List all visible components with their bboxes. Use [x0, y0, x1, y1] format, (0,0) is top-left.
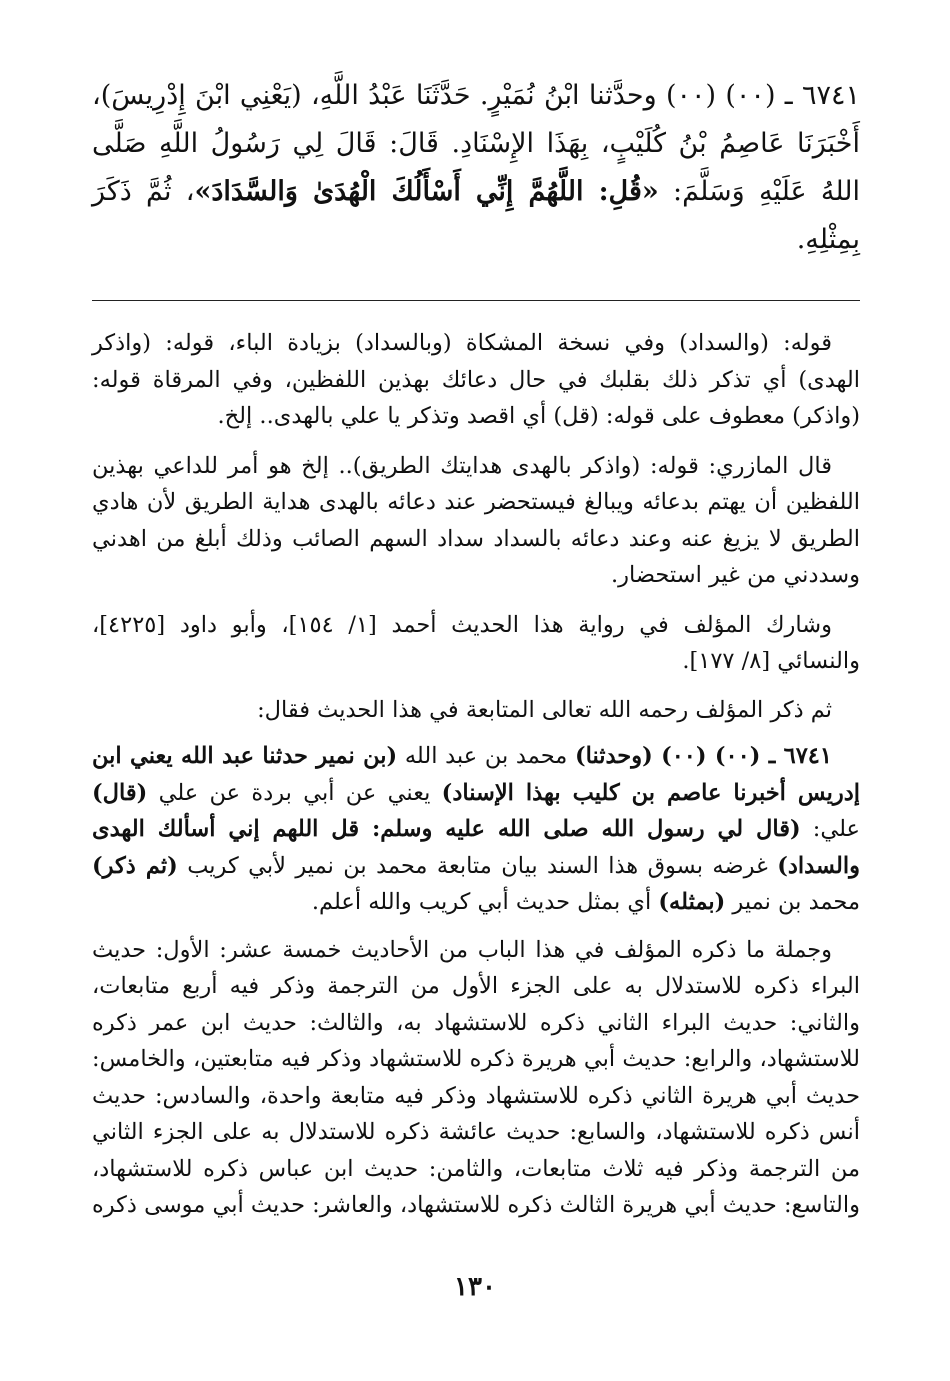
- p5-segment: (بن نمير حدثنا عبد الله يعني ابن إدريس أخبرنا عاصم بن كليب بهذا الإسناد): [92, 743, 860, 806]
- hadith-ending: ، ثُمَّ ذَكَرَ بِمِثْلِهِ.: [92, 176, 860, 255]
- commentary-paragraph-3: وشارك المؤلف في رواية هذا الحديث أحمد [١/ ١٥٤]، وأبو داود [٤٢٢٥]، والنسائي [٨/ ١٧٧].: [92, 611, 860, 674]
- p5-segment: غرضه بسوق هذا السند بيان متابعة محمد بن نمير لأبي كريب: [177, 852, 778, 879]
- p5-segment: (قال لي رسول الله صلى الله عليه وسلم: قل اللهم إني أسألك الهدى والسداد): [92, 816, 860, 879]
- hadith-quote: «قُلِ: اللَّهُمَّ إِنِّي أَسْأَلُكَ الْهُدَىٰ وَالسَّدَادَ»: [194, 176, 659, 207]
- commentary-paragraph-5: [92, 738, 860, 921]
- p5-segment: (قال): [92, 779, 148, 806]
- commentary-paragraph-2: قال المازري: قوله: (واذكر بالهدى هدايتك الطريق).. إلخ هو أمر للداعي بهذين اللفظين أن يهتم بدعائه ويبالغ فيستحضر عند دعائه بالهدى هداية الطريق لأن هادي الطريق لا يزيغ عنه وعند دعائه بالسداد سداد السهم الصائب وذلك أبلغ من اهدني وسددني من غير استحضار.: [92, 452, 860, 588]
- commentary-paragraph-4: ثم ذكر المؤلف رحمه الله تعالى المتابعة في هذا الحديث فقال:: [257, 696, 832, 723]
- p5-segment: يعني عن أبي بردة عن علي: [147, 779, 442, 806]
- hadith-text: [92, 72, 860, 264]
- p5-segment: علي:: [800, 816, 860, 842]
- hadith-number: ٦٧٤١ ـ (٠٠) (٠٠): [665, 80, 861, 111]
- page-body: [92, 72, 860, 1224]
- footnote-separator: [92, 300, 860, 301]
- hadith-chain: وحدَّثنا ابْنُ نُمَيْرٍ. حَدَّثَنَا عَبْدُ اللَّهِ، (يَعْنِي ابْنَ إِدْرِيسَ)، أَخْبَرَنَا عَاصِمُ بْنُ كُلَيْبٍ، بِهَذَا الإِسْنَادِ. قَالَ: قَالَ لِي رَسُولُ اللَّهِ صَلَّى اللهُ عَلَيْهِ وَسَلَّمَ:: [92, 80, 860, 207]
- commentary-paragraph-6: وجملة ما ذكره المؤلف في هذا الباب من الأحاديث خمسة عشر: الأول: حديث البراء ذكره للاستدلال به على الجزء الأول من الترجمة وذكر فيه أربع متابعات، والثاني: حديث البراء الثاني ذكره للاستشهاد به، والثالث: حديث ابن عمر ذكره للاستشهاد، والرابع: حديث أبي هريرة ذكره للاستشهاد وذكر فيه متابعتين، والخامس: حديث أبي هريرة الثاني ذكره للاستشهاد وذكر فيه متابعة واحدة، والسادس: حديث أنس ذكره للاستشهاد، والسابع: حديث عائشة ذكره للاستدلال به على الجزء الثاني من الترجمة وذكر فيه ثلاث متابعات، والثامن: حديث ابن عباس ذكره للاستشهاد، والتاسع: حديث أبي هريرة الثالث ذكره للاستشهاد، والعاشر: حديث أبي موسى ذكره: [91, 936, 860, 1218]
- page-number: ١٣٠: [454, 1272, 496, 1302]
- p5-segment: (ثم ذكر): [92, 852, 178, 879]
- p5-segment: محمد بن عبد الله: [397, 743, 575, 769]
- p5-segment: أي بمثل حديث أبي كريب والله أعلم.: [311, 889, 659, 915]
- p5-segment: (بمثله): [658, 889, 726, 915]
- p5-segment: ٦٧٤١ ـ (٠٠) (٠٠) (وحدثنا): [574, 743, 832, 769]
- p5-segment: محمد بن نمير: [725, 889, 860, 915]
- commentary-paragraph-1: قوله: (والسداد) وفي نسخة المشكاة (وبالسداد) بزيادة الباء، قوله: (واذكر الهدى) أي تذكر ذلك بقلبك في حال دعائك بهذين اللفظين، وفي المرقاة قوله: (واذكر) معطوف على قوله: (قل) أي اقصد وتذكر يا علي بالهدى.. إلخ.: [92, 330, 860, 429]
